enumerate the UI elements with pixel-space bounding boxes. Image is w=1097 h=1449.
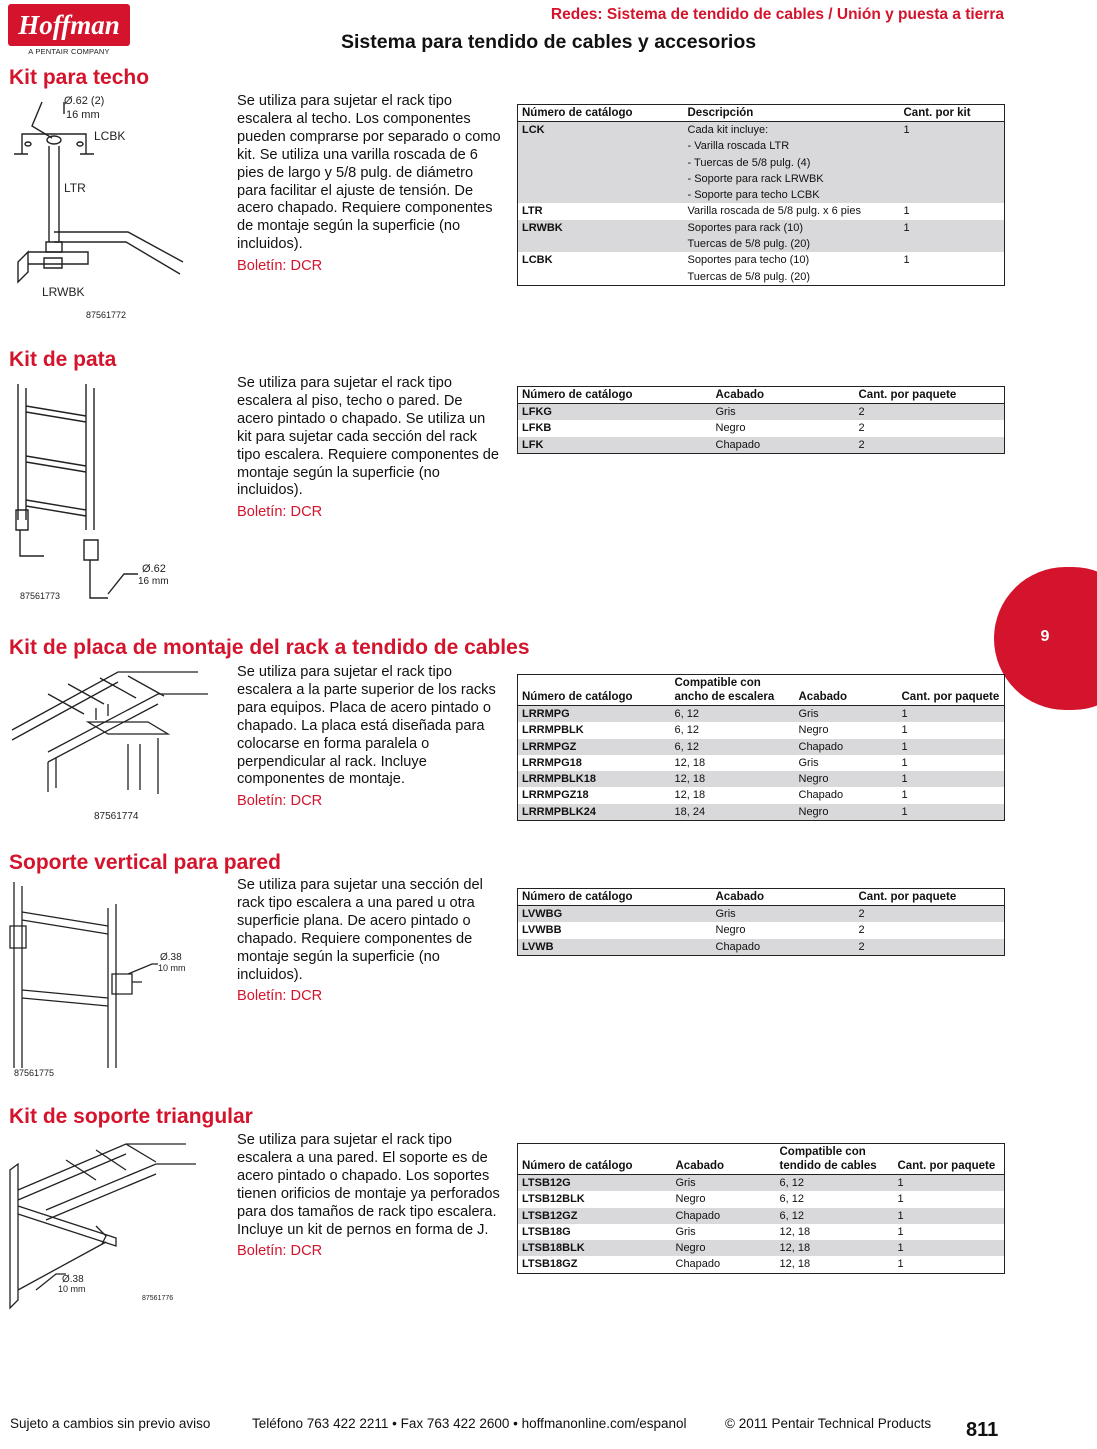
quantity-cell: 2 [858, 924, 865, 937]
table-row [518, 939, 1005, 956]
table-row [518, 739, 1005, 755]
part-label-ltr: LTR [64, 181, 86, 195]
table-row [518, 1224, 1005, 1240]
column-header: Acabado [795, 675, 898, 706]
table-row [518, 122, 1005, 204]
description-text: Se utiliza para sujetar el rack tipo escalera a una pared. El soporte es de acero pintado o chapado. Los soportes tienen orificios de montaje ya perforados para dos tamaños de rack tipo escalera. Incluye un kit de pernos en forma de J. [237, 1132, 500, 1238]
catalog-number: LRRMPG18 [522, 756, 582, 769]
spec-table-kit-de-pata [517, 386, 1005, 454]
description-cell [684, 252, 900, 285]
width-cell: 6, 12 [671, 739, 795, 755]
quantity-cell: 1 [897, 1225, 904, 1238]
footer-disclaimer: Sujeto a cambios sin previo aviso [10, 1416, 211, 1431]
description-line: Soportes para rack (10) [687, 221, 804, 234]
page-title: Sistema para tendido de cables y accesorios [341, 31, 757, 53]
wall-bracket-illustration [8, 878, 228, 1078]
description-line: - Soporte para techo LCBK [687, 189, 820, 202]
finish-cell: Negro [715, 422, 746, 435]
table-row [518, 1191, 1005, 1207]
quantity-cell: 1 [894, 1208, 1005, 1224]
table-row [518, 1240, 1005, 1256]
catalog-number: LFKB [522, 422, 552, 435]
drawing-kit-de-placa [8, 664, 228, 826]
quantity-cell: 2 [855, 437, 1005, 454]
finish-cell: Gris [712, 906, 855, 923]
quantity-cell: 1 [903, 254, 910, 267]
quantity-cell: 1 [894, 1240, 1005, 1256]
quantity-cell: 1 [900, 220, 1005, 253]
spec-table-soporte-triangular [517, 1143, 1005, 1274]
column-header: Cant. por kit [900, 105, 1005, 122]
finish-cell: Gris [675, 1225, 696, 1238]
width-cell: 12, 18 [671, 771, 795, 787]
description-line: - Varilla roscada LTR [687, 140, 790, 153]
compatible-cell: 6, 12 [779, 1193, 804, 1206]
quantity-cell: 1 [901, 724, 908, 737]
description-text: Se utiliza para sujetar una sección del rack tipo escalera a una pared u otra superficie plana. De acero pintado o chapado. Requiere componentes de montaje según la superficie (no incluidos). [237, 877, 483, 983]
table-row [518, 437, 1005, 454]
column-header: Cant. por paquete [855, 889, 1005, 906]
section-title-kit-de-pata: Kit de pata [9, 348, 117, 371]
bulletin-link[interactable]: Boletín: DCR [237, 504, 323, 521]
column-header: Cant. por paquete [898, 675, 1005, 706]
dim-label-diameter: Ø.38 [62, 1274, 84, 1285]
dim-label-mm: 10 mm [58, 1284, 86, 1294]
table-row [518, 755, 1005, 771]
bulletin-link[interactable]: Boletín: DCR [237, 258, 323, 275]
column-header: Número de catálogo [518, 889, 712, 906]
column-header: Acabado [712, 889, 855, 906]
column-header: Número de catálogo [518, 1144, 672, 1175]
finish-cell: Chapado [672, 1208, 776, 1224]
quantity-cell: 1 [898, 739, 1005, 755]
catalog-number: LFKG [518, 404, 712, 421]
drawing-part-number: 87561774 [94, 811, 139, 822]
section-heading: Redes: Sistema de tendido de cables / Unión y puesta a tierra [550, 6, 1004, 23]
quantity-cell: 2 [855, 404, 1005, 421]
table-row [518, 203, 1005, 219]
finish-cell: Negro [672, 1240, 776, 1256]
table-row [518, 420, 1005, 436]
section-description-soporte-vertical [237, 877, 507, 1006]
finish-cell: Chapado [675, 1258, 721, 1271]
description-line: Tuercas de 5/8 pulg. (20) [687, 270, 810, 283]
section-description-kit-de-placa [237, 664, 502, 811]
table-row [518, 1175, 1005, 1192]
table-row [518, 252, 1005, 285]
catalog-number: LRRMPBLK18 [518, 771, 671, 787]
column-header: Número de catálogo [518, 387, 712, 404]
description-text: Se utiliza para sujetar el rack tipo escalera a la parte superior de los racks para equipos. Placa de acero pintado o chapado. La placa está diseñada para colocarse en forma paralela o perpendicular al rack. Incluye componentes de montaje. [237, 664, 496, 788]
part-label-lcbk: LCBK [94, 129, 126, 143]
spec-table-kit-de-placa [517, 674, 1005, 821]
finish-cell: Negro [675, 1193, 706, 1206]
finish-cell: Gris [672, 1175, 776, 1192]
catalog-number: LFK [518, 437, 712, 454]
section-title-soporte-triangular: Kit de soporte triangular [9, 1105, 253, 1128]
catalog-number: LTSB18GZ [522, 1258, 578, 1271]
quantity-cell: 1 [897, 1193, 904, 1206]
catalog-number: LRRMPBLK [522, 724, 584, 737]
column-header: Cant. por paquete [855, 387, 1005, 404]
drawing-part-number: 87561776 [142, 1295, 174, 1302]
finish-cell: Negro [795, 771, 898, 787]
drawing-kit-de-pata [8, 380, 228, 605]
description-text: Se utiliza para sujetar el rack tipo escalera al piso, techo o pared. De acero pintado o chapado. Se utiliza un kit para sujetar cada sección del rack tipo escalera. Requiere componentes de montaje según la superficie (no incluidos). [237, 375, 500, 499]
catalog-number: LRRMPGZ18 [522, 789, 589, 802]
column-header: Acabado [712, 387, 855, 404]
column-header: Número de catálogo [518, 105, 684, 122]
description-line: Cada kit incluye: [687, 124, 769, 136]
drawing-part-number: 87561775 [14, 1068, 55, 1078]
dim-label-diameter: Ø.62 [142, 563, 166, 575]
quantity-cell: 1 [897, 1258, 904, 1271]
table-row [518, 1256, 1005, 1273]
finish-cell: Gris [712, 404, 855, 421]
table-row [518, 1208, 1005, 1224]
section-title-kit-para-techo: Kit para techo [9, 66, 150, 89]
quantity-cell: 1 [898, 771, 1005, 787]
compatible-cell: 12, 18 [779, 1258, 811, 1271]
logo-tagline: A PENTAIR COMPANY [28, 47, 110, 56]
width-cell: 6, 12 [671, 706, 795, 723]
description-cell [684, 220, 900, 253]
section-description-kit-para-techo [237, 93, 502, 276]
column-header: Número de catálogo [518, 675, 671, 706]
width-cell: 12, 18 [674, 789, 706, 802]
column-header: Cant. por paquete [894, 1144, 1005, 1175]
table-row [518, 771, 1005, 787]
finish-cell: Gris [798, 756, 819, 769]
finish-cell: Chapado [712, 437, 855, 454]
compatible-cell: 6, 12 [776, 1175, 894, 1192]
column-header: Compatible con tendido de cables [776, 1144, 894, 1175]
column-header: Acabado [672, 1144, 776, 1175]
table-row [518, 404, 1005, 421]
quantity-cell: 1 [900, 122, 1005, 204]
quantity-cell: 2 [858, 422, 865, 435]
part-label-lrwbk: LRWBK [42, 285, 85, 299]
quantity-cell: 1 [898, 706, 1005, 723]
description-text: Se utiliza para sujetar el rack tipo escalera al techo. Los componentes pueden comprarse por separado o como kit. Se utiliza una varilla roscada de 6 pies de largo y 5/8 pulg. de diámetro para facilitar el ajuste de tensión. De acero chapado. Requiere componentes de montaje según la superficie (no incluidos). [237, 93, 501, 253]
width-cell: 18, 24 [671, 804, 795, 821]
bulletin-link[interactable]: Boletín: DCR [237, 793, 323, 810]
catalog-number: LVWBG [518, 906, 712, 923]
dim-label-mm: 10 mm [158, 963, 186, 973]
quantity-cell: 1 [901, 756, 908, 769]
finish-cell: Negro [798, 724, 829, 737]
dim-label-mm: 16 mm [138, 576, 169, 587]
width-cell: 6, 12 [674, 724, 699, 737]
table-header-row [518, 1144, 1005, 1175]
table-header-row [518, 889, 1005, 906]
description-cell [684, 203, 900, 219]
finish-cell: Chapado [798, 789, 844, 802]
mounting-plate-illustration [8, 664, 228, 826]
description-line: Soportes para techo (10) [687, 254, 810, 267]
catalog-number: LTSB12GZ [518, 1208, 672, 1224]
dim-label-mm: 16 mm [66, 109, 100, 121]
ceiling-kit-illustration [8, 92, 228, 324]
column-header: Descripción [684, 105, 900, 122]
section-title-kit-de-placa: Kit de placa de montaje del rack a tendido de cables [9, 636, 530, 659]
description-line: Varilla roscada de 5/8 pulg. x 6 pies [687, 205, 861, 218]
catalog-number: LRRMPGZ [518, 739, 671, 755]
finish-cell: Negro [715, 924, 746, 937]
catalog-number: LRWBK [518, 220, 684, 253]
table-row [518, 906, 1005, 923]
table-row [518, 922, 1005, 938]
bulletin-link[interactable]: Boletín: DCR [237, 1243, 323, 1260]
bulletin-link[interactable]: Boletín: DCR [237, 988, 323, 1005]
catalog-number: LTSB12G [518, 1175, 672, 1192]
catalog-number: LCBK [522, 254, 553, 267]
leg-kit-illustration [8, 380, 228, 605]
compatible-cell: 12, 18 [776, 1240, 894, 1256]
dim-label-diameter: Ø.62 (2) [64, 95, 105, 107]
description-line: Tuercas de 5/8 pulg. (20) [687, 238, 810, 251]
description-cell [684, 122, 900, 204]
column-header: Compatible con ancho de escalera [671, 675, 795, 706]
quantity-cell: 1 [901, 789, 908, 802]
table-row [518, 787, 1005, 803]
width-cell: 12, 18 [674, 756, 706, 769]
description-line: - Soporte para rack LRWBK [687, 172, 824, 185]
table-row [518, 220, 1005, 253]
drawing-soporte-triangular [6, 1140, 226, 1312]
catalog-number: LVWB [518, 939, 712, 956]
table-row [518, 722, 1005, 738]
catalog-number: LTSB18BLK [518, 1240, 672, 1256]
catalog-number: LVWBB [522, 924, 562, 937]
section-title-soporte-vertical: Soporte vertical para pared [9, 851, 281, 874]
finish-cell: Chapado [712, 939, 855, 956]
table-row [518, 706, 1005, 723]
catalog-number: LTSB18G [522, 1225, 571, 1238]
catalog-number: LTSB12BLK [522, 1193, 585, 1206]
drawing-kit-para-techo [8, 92, 228, 324]
quantity-cell: 1 [894, 1175, 1005, 1192]
catalog-number: LRRMPG [518, 706, 671, 723]
catalog-number: LTR [522, 205, 543, 218]
finish-cell: Gris [795, 706, 898, 723]
drawing-part-number: 87561772 [86, 310, 127, 320]
quantity-cell: 1 [903, 205, 910, 218]
table-header-row [518, 105, 1005, 122]
drawing-soporte-vertical [8, 878, 228, 1078]
quantity-cell: 2 [855, 906, 1005, 923]
footer-contact: Teléfono 763 422 2211 • Fax 763 422 2600 • hoffmanonline.com/espanol [252, 1416, 687, 1431]
compatible-cell: 6, 12 [776, 1208, 894, 1224]
spec-table-kit-para-techo [517, 104, 1005, 286]
finish-cell: Chapado [795, 739, 898, 755]
section-description-kit-de-pata [237, 375, 502, 522]
drawing-part-number: 87561773 [20, 591, 61, 601]
compatible-cell: 12, 18 [779, 1225, 811, 1238]
table-header-row [518, 675, 1005, 706]
section-description-soporte-triangular [237, 1132, 502, 1261]
chapter-number: 9 [1040, 628, 1050, 645]
hoffman-logo: Hoffman [8, 4, 130, 46]
catalog-number: LCK [518, 122, 684, 204]
catalog-number: LRRMPBLK24 [518, 804, 671, 821]
spec-table-soporte-vertical [517, 888, 1005, 956]
quantity-cell: 2 [855, 939, 1005, 956]
table-row [518, 804, 1005, 821]
dim-label-diameter: Ø.38 [160, 952, 182, 963]
page-number: 811 [966, 1419, 999, 1441]
triangle-bracket-illustration [6, 1140, 226, 1312]
table-header-row [518, 387, 1005, 404]
description-line: - Tuercas de 5/8 pulg. (4) [687, 156, 811, 169]
finish-cell: Negro [795, 804, 898, 821]
quantity-cell: 1 [898, 804, 1005, 821]
footer-copyright: © 2011 Pentair Technical Products [725, 1416, 932, 1431]
